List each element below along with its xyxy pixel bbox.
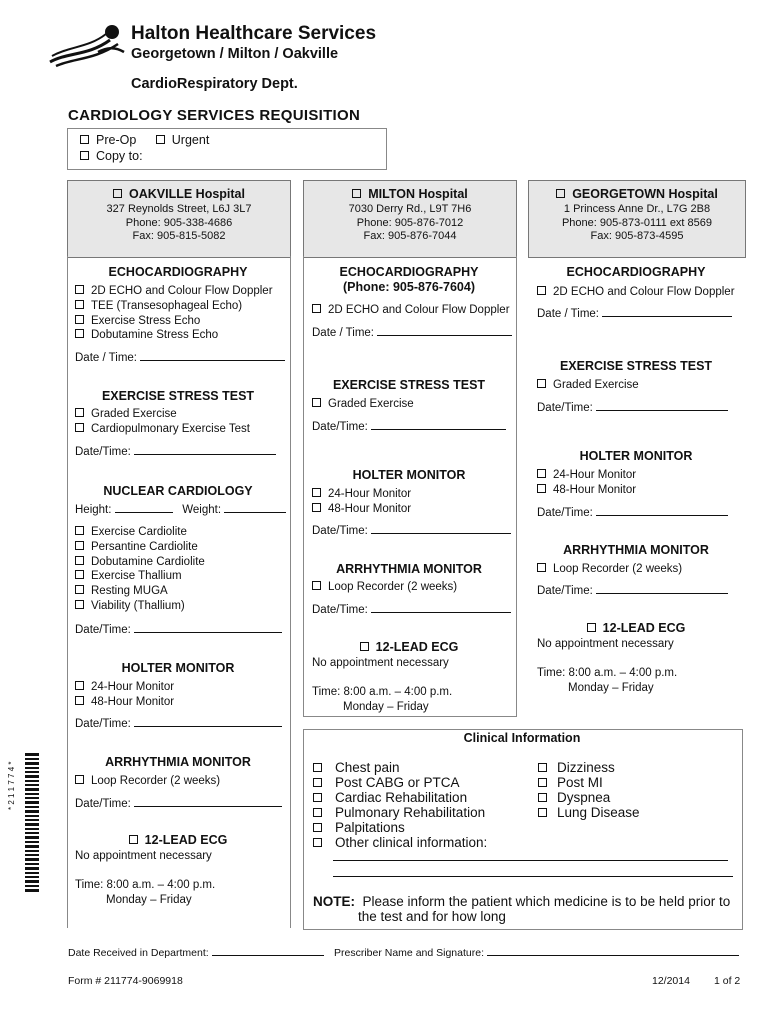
persantine-cardiolite-checkbox[interactable] bbox=[75, 541, 84, 550]
milton-holter-list bbox=[312, 487, 411, 517]
halton-logo bbox=[48, 22, 128, 70]
nuclear-item: Persantine Cardiolite bbox=[91, 540, 198, 553]
page-number: 1 of 2 bbox=[714, 975, 741, 987]
oakville-nuclear-title: NUCLEAR CARDIOLOGY bbox=[103, 484, 253, 498]
dizziness-checkbox[interactable] bbox=[538, 763, 547, 772]
oakville-stress-date: Date/Time: bbox=[75, 445, 276, 460]
milton-ecg-title: 12-LEAD ECG bbox=[303, 640, 515, 654]
oakville-holter-date: Date/Time: bbox=[75, 717, 282, 732]
oakville-phone: Phone: 905-338-4686 bbox=[125, 216, 233, 229]
exercise-thallium-checkbox[interactable] bbox=[75, 570, 84, 579]
milton-stress-title: EXERCISE STRESS TEST bbox=[332, 378, 486, 392]
milton-echo-date-field[interactable] bbox=[377, 326, 512, 336]
georgetown-echo-date-field[interactable] bbox=[602, 307, 732, 317]
prescriber: Prescriber Name and Signature: bbox=[334, 946, 739, 961]
oakville-24h-checkbox[interactable] bbox=[75, 681, 84, 690]
milton-stress-date: Date/Time: bbox=[312, 420, 506, 435]
lung-disease-checkbox[interactable] bbox=[538, 808, 547, 817]
georgetown-ecg-days: Monday – Friday bbox=[568, 682, 654, 694]
milton-echo-title: ECHOCARDIOGRAPHY bbox=[339, 265, 479, 279]
org-name: Halton Healthcare Services bbox=[131, 23, 377, 44]
oakville-echo-exercise-checkbox[interactable] bbox=[75, 315, 84, 324]
georgetown-arrhythmia-date: Date/Time: bbox=[537, 584, 728, 599]
oakville-ecg-time: Time: 8:00 a.m. – 4:00 p.m. bbox=[75, 879, 216, 891]
milton-echo-phone: (Phone: 905-876-7604) bbox=[342, 280, 475, 294]
milton-loop-recorder: Loop Recorder (2 weeks) bbox=[312, 580, 457, 595]
milton-holter-title: HOLTER MONITOR bbox=[352, 468, 466, 482]
oakville-echo-date: Date / Time: bbox=[75, 351, 285, 366]
milton-ecg-time: Time: 8:00 a.m. – 4:00 p.m. bbox=[312, 686, 453, 698]
urgent-label: Urgent bbox=[171, 133, 210, 147]
milton-name: MILTON Hospital bbox=[368, 187, 468, 201]
georgetown-stress-title: EXERCISE STRESS TEST bbox=[559, 359, 713, 373]
clinical-item: Cardiac Rehabilitation bbox=[335, 790, 468, 805]
oakville-height-weight: Height: Weight: bbox=[75, 503, 286, 518]
georgetown-checkbox[interactable] bbox=[556, 189, 565, 198]
holter-item: 48-Hour Monitor bbox=[553, 483, 637, 496]
oakville-loop-recorder: Loop Recorder (2 weeks) bbox=[75, 774, 220, 789]
milton-phone: Phone: 905-876-7012 bbox=[356, 216, 464, 229]
oakville-address: 327 Reynolds Street, L6J 3L7 bbox=[106, 203, 252, 215]
milton-24h-checkbox[interactable] bbox=[312, 488, 321, 497]
georgetown-24h-checkbox[interactable] bbox=[537, 469, 546, 478]
oakville-holter-title: HOLTER MONITOR bbox=[121, 661, 235, 675]
post-mi-checkbox[interactable] bbox=[538, 778, 547, 787]
oakville-stress-title: EXERCISE STRESS TEST bbox=[101, 389, 255, 403]
pulmonary-rehab-checkbox[interactable] bbox=[313, 808, 322, 817]
oakville-echo-tee-checkbox[interactable] bbox=[75, 300, 84, 309]
georgetown-phone: Phone: 905-873-0111 ext 8569 bbox=[561, 216, 713, 229]
exercise-cardiolite-checkbox[interactable] bbox=[75, 526, 84, 535]
oakville-nuclear-list bbox=[75, 525, 205, 614]
clinical-item: Other clinical information: bbox=[335, 835, 488, 850]
oakville-echo-date-field[interactable] bbox=[140, 351, 285, 361]
form-number: Form # 211774-9069918 bbox=[68, 975, 183, 987]
georgetown-graded-exercise: Graded Exercise bbox=[537, 378, 639, 393]
georgetown-address: 1 Princess Anne Dr., L7G 2B8 bbox=[563, 203, 711, 215]
georgetown-echo-item: 2D ECHO and Colour Flow Doppler bbox=[537, 285, 735, 300]
clinical-item: Pulmonary Rehabilitation bbox=[335, 805, 486, 820]
milton-holter-date-field[interactable] bbox=[371, 524, 511, 534]
georgetown-header bbox=[528, 180, 746, 258]
oakville-echo-title: ECHOCARDIOGRAPHY bbox=[108, 265, 248, 279]
locations: Georgetown / Milton / Oakville bbox=[131, 46, 339, 62]
top-options-box bbox=[67, 128, 387, 170]
georgetown-loop-recorder: Loop Recorder (2 weeks) bbox=[537, 562, 682, 577]
copy-to-checkbox[interactable] bbox=[80, 151, 89, 160]
clinical-left-list bbox=[313, 760, 487, 850]
georgetown-stress-date: Date/Time: bbox=[537, 401, 728, 416]
clinical-info-title: Clinical Information bbox=[463, 731, 581, 745]
oakville-echo-item: Exercise Stress Echo bbox=[91, 314, 201, 327]
oakville-ecg-note: No appointment necessary bbox=[75, 850, 212, 862]
georgetown-name: GEORGETOWN Hospital bbox=[572, 187, 718, 201]
georgetown-echo-title: ECHOCARDIOGRAPHY bbox=[566, 265, 706, 279]
oakville-name: OAKVILLE Hospital bbox=[129, 187, 245, 201]
milton-checkbox[interactable] bbox=[352, 189, 361, 198]
oakville-holter-date-field[interactable] bbox=[134, 717, 282, 727]
oakville-arrhythmia-date: Date/Time: bbox=[75, 797, 282, 812]
milton-echo-date: Date / Time: bbox=[312, 326, 512, 341]
oakville-echo-list bbox=[75, 284, 273, 343]
milton-echo-2d-checkbox[interactable] bbox=[312, 304, 321, 313]
nuclear-item: Resting MUGA bbox=[91, 585, 168, 598]
georgetown-arrhythmia-date-field[interactable] bbox=[596, 584, 728, 594]
date-received-field[interactable] bbox=[212, 946, 324, 956]
oakville-holter-list bbox=[75, 680, 174, 710]
oakville-48h-checkbox[interactable] bbox=[75, 696, 84, 705]
prescriber-field[interactable] bbox=[487, 946, 739, 956]
georgetown-48h-checkbox[interactable] bbox=[537, 484, 546, 493]
preop-label: Pre-Op bbox=[96, 133, 137, 147]
department: CardioRespiratory Dept. bbox=[131, 76, 298, 92]
nuclear-item: Exercise Thallium bbox=[91, 570, 182, 583]
oakville-stress-list bbox=[75, 407, 250, 437]
other-info-line-2[interactable] bbox=[333, 876, 733, 877]
nuclear-item: Exercise Cardiolite bbox=[91, 526, 187, 538]
weight-field[interactable] bbox=[224, 503, 286, 513]
clinical-item: Palpitations bbox=[335, 820, 405, 835]
milton-address: 7030 Derry Rd., L9T 7H6 bbox=[348, 203, 472, 215]
oakville-ecg-checkbox[interactable] bbox=[129, 835, 138, 844]
oakville-cardiopulmonary-checkbox[interactable] bbox=[75, 423, 84, 432]
oakville-echo-item: 2D ECHO and Colour Flow Doppler bbox=[91, 285, 273, 297]
preop-checkbox[interactable] bbox=[80, 135, 89, 144]
milton-ecg-note: No appointment necessary bbox=[312, 657, 449, 669]
georgetown-holter-date: Date/Time: bbox=[537, 506, 728, 521]
form-date: 12/2014 bbox=[652, 975, 690, 987]
georgetown-holter-list bbox=[537, 468, 636, 498]
georgetown-ecg-checkbox[interactable] bbox=[587, 623, 596, 632]
georgetown-ecg-time: Time: 8:00 a.m. – 4:00 p.m. bbox=[537, 667, 678, 679]
clinical-item: Dyspnea bbox=[557, 790, 611, 805]
barcode-text: * 2 1 1 7 7 4 * bbox=[7, 761, 16, 810]
georgetown-fax: Fax: 905-873-4595 bbox=[590, 230, 684, 242]
milton-echo-item: 2D ECHO and Colour Flow Doppler bbox=[312, 303, 510, 318]
resting-muga-checkbox[interactable] bbox=[75, 585, 84, 594]
viability-thallium-checkbox[interactable] bbox=[75, 600, 84, 609]
oakville-ecg-days: Monday – Friday bbox=[106, 894, 192, 906]
milton-graded-exercise: Graded Exercise bbox=[312, 397, 414, 412]
oakville-header bbox=[67, 180, 291, 258]
dyspnea-checkbox[interactable] bbox=[538, 793, 547, 802]
copy-to-label: Copy to: bbox=[96, 149, 143, 163]
georgetown-holter-title: HOLTER MONITOR bbox=[579, 449, 693, 463]
nuclear-item: Viability (Thallium) bbox=[91, 599, 185, 612]
holter-item: 24-Hour Monitor bbox=[553, 469, 637, 481]
milton-arrhythmia-date: Date/Time: bbox=[312, 603, 511, 618]
other-info-line-1[interactable] bbox=[333, 860, 728, 861]
clinical-item: Lung Disease bbox=[557, 805, 640, 820]
oakville-echo-item: Dobutamine Stress Echo bbox=[91, 329, 219, 342]
cardiac-rehab-checkbox[interactable] bbox=[313, 793, 322, 802]
holter-item: 48-Hour Monitor bbox=[328, 502, 412, 515]
oakville-echo-item: TEE (Transesophageal Echo) bbox=[91, 299, 243, 312]
georgetown-arrhythmia-title: ARRHYTHMIA MONITOR bbox=[563, 543, 709, 557]
clinical-item: Post MI bbox=[557, 775, 603, 790]
dobutamine-cardiolite-checkbox[interactable] bbox=[75, 556, 84, 565]
georgetown-stress-date-field[interactable] bbox=[596, 401, 728, 411]
oakville-echo-2d-checkbox[interactable] bbox=[75, 285, 84, 294]
milton-stress-date-field[interactable] bbox=[371, 420, 506, 430]
oakville-checkbox[interactable] bbox=[113, 189, 122, 198]
milton-holter-date: Date/Time: bbox=[312, 524, 511, 539]
milton-loop-recorder-checkbox[interactable] bbox=[312, 581, 321, 590]
clinical-note-continued: the test and for how long bbox=[358, 909, 506, 924]
date-received: Date Received in Department: bbox=[68, 946, 324, 961]
georgetown-ecg-title: 12-LEAD ECG bbox=[528, 621, 744, 635]
oakville-stress-date-field[interactable] bbox=[134, 445, 276, 455]
other-clinical-checkbox[interactable] bbox=[313, 838, 322, 847]
holter-item: 48-Hour Monitor bbox=[91, 695, 175, 708]
oakville-ecg-title: 12-LEAD ECG bbox=[67, 833, 289, 847]
post-cabg-checkbox[interactable] bbox=[313, 778, 322, 787]
clinical-item: Post CABG or PTCA bbox=[335, 775, 460, 790]
holter-item: 24-Hour Monitor bbox=[91, 681, 175, 693]
oakville-fax: Fax: 905-815-5082 bbox=[132, 230, 226, 242]
clinical-note: NOTE: Please inform the patient which medicine is to be held prior to bbox=[313, 894, 731, 909]
milton-ecg-checkbox[interactable] bbox=[360, 642, 369, 651]
georgetown-loop-recorder-checkbox[interactable] bbox=[537, 563, 546, 572]
oakville-loop-recorder-checkbox[interactable] bbox=[75, 775, 84, 784]
oakville-arrhythmia-title: ARRHYTHMIA MONITOR bbox=[105, 755, 251, 769]
oakville-nuclear-date: Date/Time: bbox=[75, 623, 282, 638]
clinical-item: Dizziness bbox=[557, 760, 615, 775]
georgetown-echo-date: Date / Time: bbox=[537, 307, 732, 322]
georgetown-holter-date-field[interactable] bbox=[596, 506, 728, 516]
georgetown-graded-exercise-checkbox[interactable] bbox=[537, 379, 546, 388]
oakville-arrhythmia-date-field[interactable] bbox=[134, 797, 282, 807]
milton-48h-checkbox[interactable] bbox=[312, 503, 321, 512]
milton-header bbox=[303, 180, 517, 258]
oakville-stress-item: Cardiopulmonary Exercise Test bbox=[91, 422, 250, 435]
oakville-graded-exercise-checkbox[interactable] bbox=[75, 408, 84, 417]
milton-arrhythmia-title: ARRHYTHMIA MONITOR bbox=[336, 562, 482, 576]
georgetown-echo-2d-checkbox[interactable] bbox=[537, 286, 546, 295]
form-title: CARDIOLOGY SERVICES REQUISITION bbox=[68, 107, 361, 124]
milton-ecg-days: Monday – Friday bbox=[343, 701, 429, 713]
milton-fax: Fax: 905-876-7044 bbox=[363, 230, 457, 242]
oakville-stress-item: Graded Exercise bbox=[91, 408, 177, 420]
oakville-echo-dobutamine-checkbox[interactable] bbox=[75, 329, 84, 338]
urgent-checkbox[interactable] bbox=[156, 135, 165, 144]
chest-pain-checkbox[interactable] bbox=[313, 763, 322, 772]
barcode bbox=[25, 752, 43, 893]
holter-item: 24-Hour Monitor bbox=[328, 488, 412, 500]
clinical-right-list bbox=[538, 760, 640, 820]
palpitations-checkbox[interactable] bbox=[313, 823, 322, 832]
height-field[interactable] bbox=[115, 503, 173, 513]
oakville-nuclear-date-field[interactable] bbox=[134, 623, 282, 633]
georgetown-ecg-note: No appointment necessary bbox=[537, 638, 674, 650]
nuclear-item: Dobutamine Cardiolite bbox=[91, 555, 205, 568]
clinical-item: Chest pain bbox=[335, 760, 400, 775]
milton-arrhythmia-date-field[interactable] bbox=[371, 603, 511, 613]
milton-graded-exercise-checkbox[interactable] bbox=[312, 398, 321, 407]
